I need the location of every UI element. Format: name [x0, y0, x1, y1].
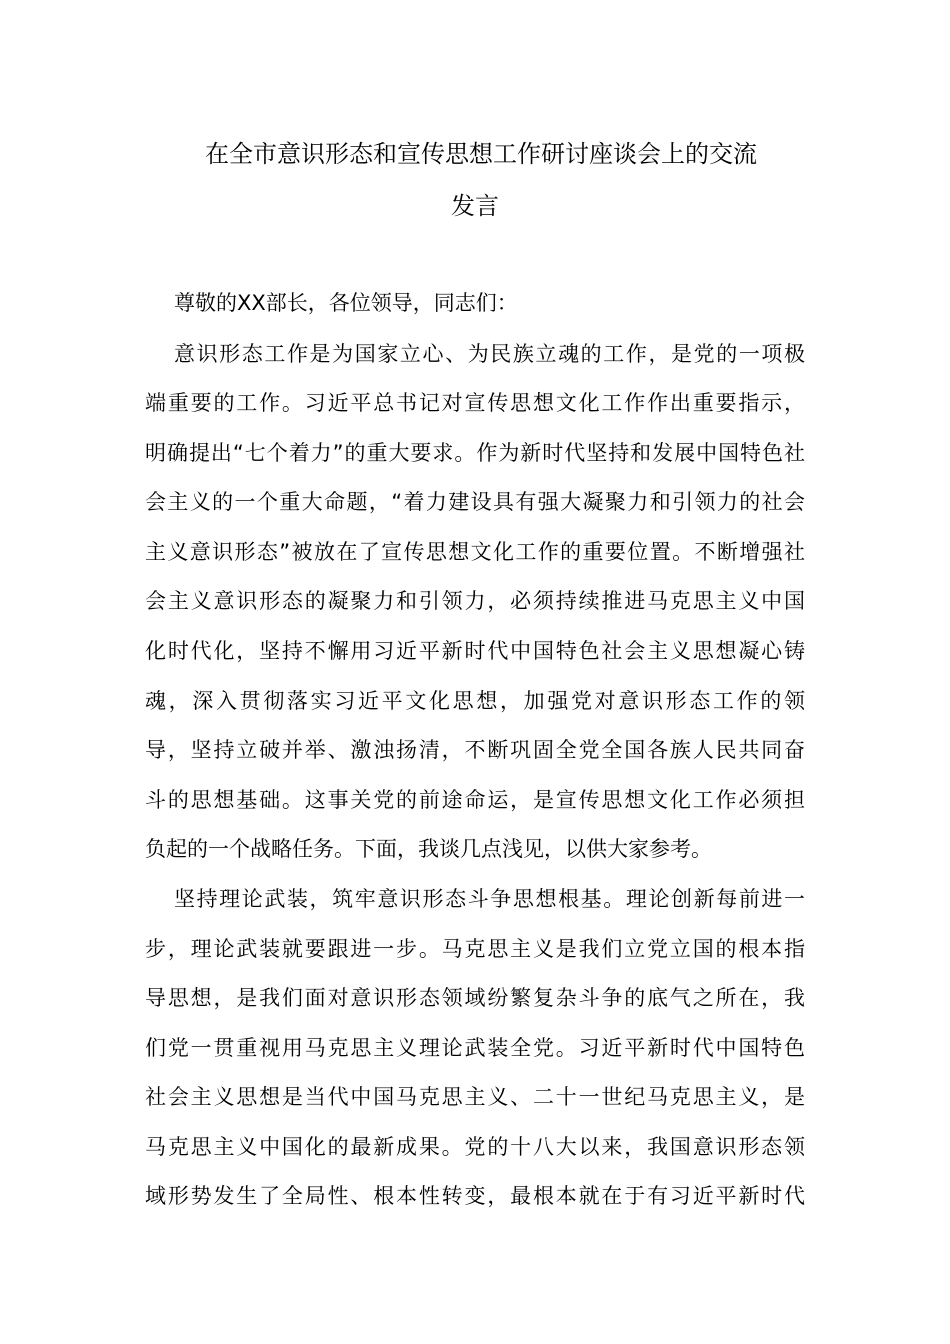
paragraph-2-line-1: 坚持理论武装，筑牢意识形态斗争思想根基。理论创新每前进一: [174, 887, 805, 911]
paragraph-1-line-6: 会主义意识形态的凝聚力和引领力，必须持续推进马克思主义中国: [145, 589, 805, 613]
paragraph-1-line-2: 端重要的工作。习近平总书记对宣传思想文化工作作出重要指示，: [145, 391, 805, 415]
document-title-line-2: 发言: [451, 192, 499, 220]
paragraph-1-line-7: 化时代化，坚持不懈用习近平新时代中国特色社会主义思想凝心铸: [145, 639, 805, 663]
paragraph-2-line-7: 域形势发生了全局性、根本性转变，最根本就在于有习近平新时代: [145, 1184, 805, 1208]
paragraph-1-line-10: 斗的思想基础。这事关党的前途命运，是宣传思想文化工作必须担: [145, 788, 805, 812]
paragraph-1-line-3: 明确提出“七个着力”的重大要求。作为新时代坚持和发展中国特色社: [145, 441, 805, 465]
paragraph-2-line-4: 们党一贯重视用马克思主义理论武装全党。习近平新时代中国特色: [145, 1036, 805, 1060]
paragraph-2-line-2: 步，理论武装就要跟进一步。马克思主义是我们立党立国的根本指: [145, 937, 805, 961]
paragraph-2-line-6: 马克思主义中国化的最新成果。党的十八大以来，我国意识形态领: [145, 1135, 805, 1159]
paragraph-1-line-4: 会主义的一个重大命题，“着力建设具有强大凝聚力和引领力的社会: [145, 490, 805, 514]
paragraph-1-line-1: 意识形态工作是为国家立心、为民族立魂的工作，是党的一项极: [174, 342, 805, 366]
salutation: 尊敬的XX部长，各位领导，同志们：: [174, 291, 518, 315]
paragraph-1-line-5: 主义意识形态”被放在了宣传思想文化工作的重要位置。不断增强社: [145, 540, 805, 564]
paragraph-1-line-9: 导，坚持立破并举、激浊扬清，不断巩固全党全国各族人民共同奋: [145, 738, 805, 762]
paragraph-2-line-3: 导思想，是我们面对意识形态领域纷繁复杂斗争的底气之所在，我: [145, 986, 805, 1010]
paragraph-1-line-11: 负起的一个战略任务。下面，我谈几点浅见，以供大家参考。: [145, 837, 712, 861]
paragraph-2-line-5: 社会主义思想是当代中国马克思主义、二十一世纪马克思主义，是: [145, 1085, 805, 1109]
document-title-line-1: 在全市意识形态和宣传思想工作研讨座谈会上的交流: [205, 140, 757, 168]
paragraph-1-line-8: 魂，深入贯彻落实习近平文化思想，加强党对意识形态工作的领: [145, 689, 805, 713]
